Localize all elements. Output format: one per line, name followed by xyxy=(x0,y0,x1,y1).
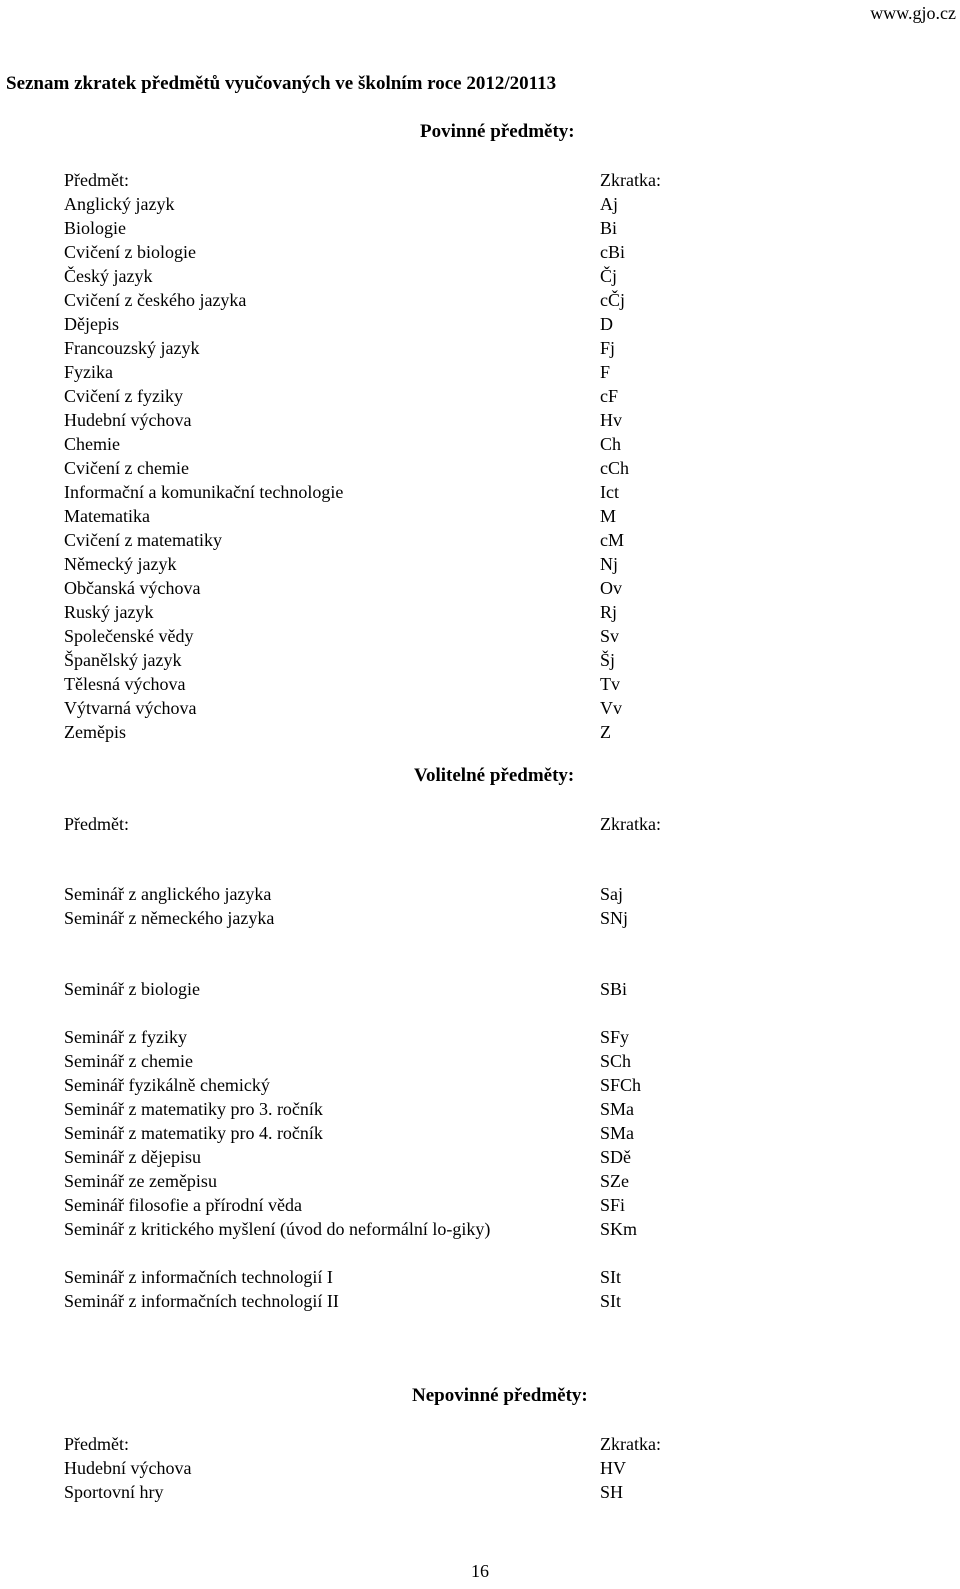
subject-abbreviation: Hv xyxy=(600,410,622,430)
subject-row xyxy=(64,1073,724,1097)
subject-row xyxy=(64,240,724,264)
subject-abbreviation: SH xyxy=(600,1482,624,1502)
subject-row xyxy=(64,1265,724,1289)
volitelne-header-row xyxy=(64,812,724,836)
subject-row xyxy=(64,528,724,552)
subject-row xyxy=(64,576,724,600)
subject-row xyxy=(64,456,724,480)
subject-abbreviation: Ch xyxy=(600,434,622,454)
subject-abbreviation: SZe xyxy=(600,1171,629,1191)
subject-row xyxy=(64,1456,724,1480)
subject-abbreviation: SIt xyxy=(600,1291,622,1311)
subject-name: Fyzika xyxy=(64,362,113,382)
subject-abbreviation: Rj xyxy=(600,602,618,622)
subject-name: Hudební výchova xyxy=(64,1458,192,1478)
subject-abbreviation: cČj xyxy=(600,290,625,310)
subject-abbreviation: Nj xyxy=(600,554,618,574)
subject-row xyxy=(64,696,724,720)
subject-name: Český jazyk xyxy=(64,266,153,286)
subject-abbreviation: Čj xyxy=(600,266,618,286)
subject-name: Seminář fyzikálně chemický xyxy=(64,1075,270,1095)
subject-name: Francouzský jazyk xyxy=(64,338,200,358)
subject-row xyxy=(64,720,724,744)
subject-row xyxy=(64,624,724,648)
subject-name: Seminář z dějepisu xyxy=(64,1147,201,1167)
col-abbr-label: Zkratka: xyxy=(600,1434,661,1454)
subject-name: Informační a komunikační technologie xyxy=(64,482,344,502)
header-url: www.gjo.cz xyxy=(870,3,956,23)
subject-name: Biologie xyxy=(64,218,126,238)
subject-abbreviation: cCh xyxy=(600,458,629,478)
subject-abbreviation: Sv xyxy=(600,626,620,646)
subject-abbreviation: SCh xyxy=(600,1051,632,1071)
col-abbr-label: Zkratka: xyxy=(600,814,661,834)
subject-row xyxy=(64,1193,724,1217)
subject-row xyxy=(64,1217,724,1265)
subject-abbreviation: Fj xyxy=(600,338,616,358)
subject-row xyxy=(64,1121,724,1145)
subject-row xyxy=(64,384,724,408)
subject-abbreviation: cF xyxy=(600,386,618,406)
subject-row xyxy=(64,648,724,672)
subject-row xyxy=(64,408,724,432)
col-abbr-label: Zkratka: xyxy=(600,170,661,190)
subject-abbreviation: Ov xyxy=(600,578,622,598)
col-subject-label: Předmět: xyxy=(64,814,129,834)
section-heading-povinne: Povinné předměty: xyxy=(420,121,575,142)
page-number: 16 xyxy=(471,1561,489,1581)
subject-name: Seminář z matematiky pro 3. ročník xyxy=(64,1099,323,1119)
subject-row xyxy=(64,1169,724,1193)
subject-row xyxy=(64,1097,724,1121)
subject-name: Španělský jazyk xyxy=(64,650,182,670)
subject-abbreviation: SMa xyxy=(600,1099,635,1119)
subject-name: Seminář ze zeměpisu xyxy=(64,1171,217,1191)
subject-abbreviation: SIt xyxy=(600,1267,622,1287)
subject-row xyxy=(64,504,724,528)
subject-name: Seminář z fyziky xyxy=(64,1027,187,1047)
subject-abbreviation: Ict xyxy=(600,482,619,502)
subject-name: Cvičení z biologie xyxy=(64,242,196,262)
subject-abbreviation: D xyxy=(600,314,613,334)
subject-row xyxy=(64,1145,724,1169)
subject-name: Seminář z německého jazyka xyxy=(64,908,275,928)
subject-name: Seminář z kritického myšlení (úvod do neformální lo-giky) xyxy=(64,1219,491,1239)
subject-row xyxy=(64,552,724,576)
subject-abbreviation: SFy xyxy=(600,1027,630,1047)
subject-row xyxy=(64,1049,724,1073)
document-title: Seznam zkratek předmětů vyučovaných ve školním roce 2012/20113 xyxy=(6,73,557,94)
subject-row xyxy=(64,336,724,360)
subject-abbreviation: SNj xyxy=(600,908,629,928)
subject-name: Cvičení z českého jazyka xyxy=(64,290,247,310)
subject-name: Seminář z matematiky pro 4. ročník xyxy=(64,1123,323,1143)
col-subject-label: Předmět: xyxy=(64,170,129,190)
subject-abbreviation: F xyxy=(600,362,611,382)
subject-abbreviation: SMa xyxy=(600,1123,635,1143)
col-subject-label: Předmět: xyxy=(64,1434,129,1454)
subject-abbreviation: Šj xyxy=(600,650,616,670)
subject-abbreviation: Vv xyxy=(600,698,622,718)
subject-row xyxy=(64,1289,724,1313)
section-heading-nepovinne: Nepovinné předměty: xyxy=(412,1385,588,1406)
subject-name: Německý jazyk xyxy=(64,554,177,574)
subject-name: Cvičení z matematiky xyxy=(64,530,222,550)
subject-name: Ruský jazyk xyxy=(64,602,154,622)
subject-row xyxy=(64,312,724,336)
subject-row xyxy=(64,1025,724,1049)
subject-row xyxy=(64,882,724,906)
subject-name: Seminář z informačních technologií I xyxy=(64,1267,333,1287)
nepovinne-header-row xyxy=(64,1432,724,1456)
subject-abbreviation: SFCh xyxy=(600,1075,642,1095)
subject-name: Zeměpis xyxy=(64,722,126,742)
subject-row xyxy=(64,1480,724,1504)
subject-abbreviation: Z xyxy=(600,722,611,742)
subject-name: Sportovní hry xyxy=(64,1482,164,1502)
subject-abbreviation: cM xyxy=(600,530,624,550)
subject-name: Seminář z chemie xyxy=(64,1051,193,1071)
subject-abbreviation: Saj xyxy=(600,884,624,904)
subject-row xyxy=(64,600,724,624)
subject-abbreviation: cBi xyxy=(600,242,625,262)
subject-abbreviation: Tv xyxy=(600,674,620,694)
subject-row xyxy=(64,672,724,696)
subject-row xyxy=(64,216,724,240)
subject-name: Seminář filosofie a přírodní věda xyxy=(64,1195,302,1215)
subject-name: Společenské vědy xyxy=(64,626,194,646)
subject-abbreviation: HV xyxy=(600,1458,626,1478)
subject-abbreviation: SKm xyxy=(600,1219,638,1239)
subject-row xyxy=(64,906,724,930)
subject-row xyxy=(64,977,724,1001)
subject-name: Chemie xyxy=(64,434,120,454)
subject-name: Dějepis xyxy=(64,314,119,334)
subject-name: Cvičení z chemie xyxy=(64,458,189,478)
subject-name: Cvičení z fyziky xyxy=(64,386,183,406)
subject-abbreviation: SFi xyxy=(600,1195,626,1215)
subject-row xyxy=(64,360,724,384)
povinne-header-row xyxy=(64,168,724,192)
subject-row xyxy=(64,480,724,504)
subject-name: Anglický jazyk xyxy=(64,194,175,214)
subject-name: Hudební výchova xyxy=(64,410,192,430)
subject-row xyxy=(64,192,724,216)
subject-row xyxy=(64,288,724,312)
subject-abbreviation: SBi xyxy=(600,979,628,999)
subject-name: Občanská výchova xyxy=(64,578,201,598)
subject-name: Seminář z anglického jazyka xyxy=(64,884,272,904)
subject-abbreviation: Bi xyxy=(600,218,618,238)
subject-abbreviation: Aj xyxy=(600,194,618,214)
subject-abbreviation: SDě xyxy=(600,1147,631,1167)
subject-name: Matematika xyxy=(64,506,150,526)
subject-abbreviation: M xyxy=(600,506,617,526)
subject-name: Seminář z informačních technologií II xyxy=(64,1291,339,1311)
section-heading-volitelne: Volitelné předměty: xyxy=(414,765,575,786)
subject-name: Tělesná výchova xyxy=(64,674,186,694)
subject-row xyxy=(64,432,724,456)
subject-row xyxy=(64,264,724,288)
subject-name: Výtvarná výchova xyxy=(64,698,197,718)
subject-name: Seminář z biologie xyxy=(64,979,200,999)
